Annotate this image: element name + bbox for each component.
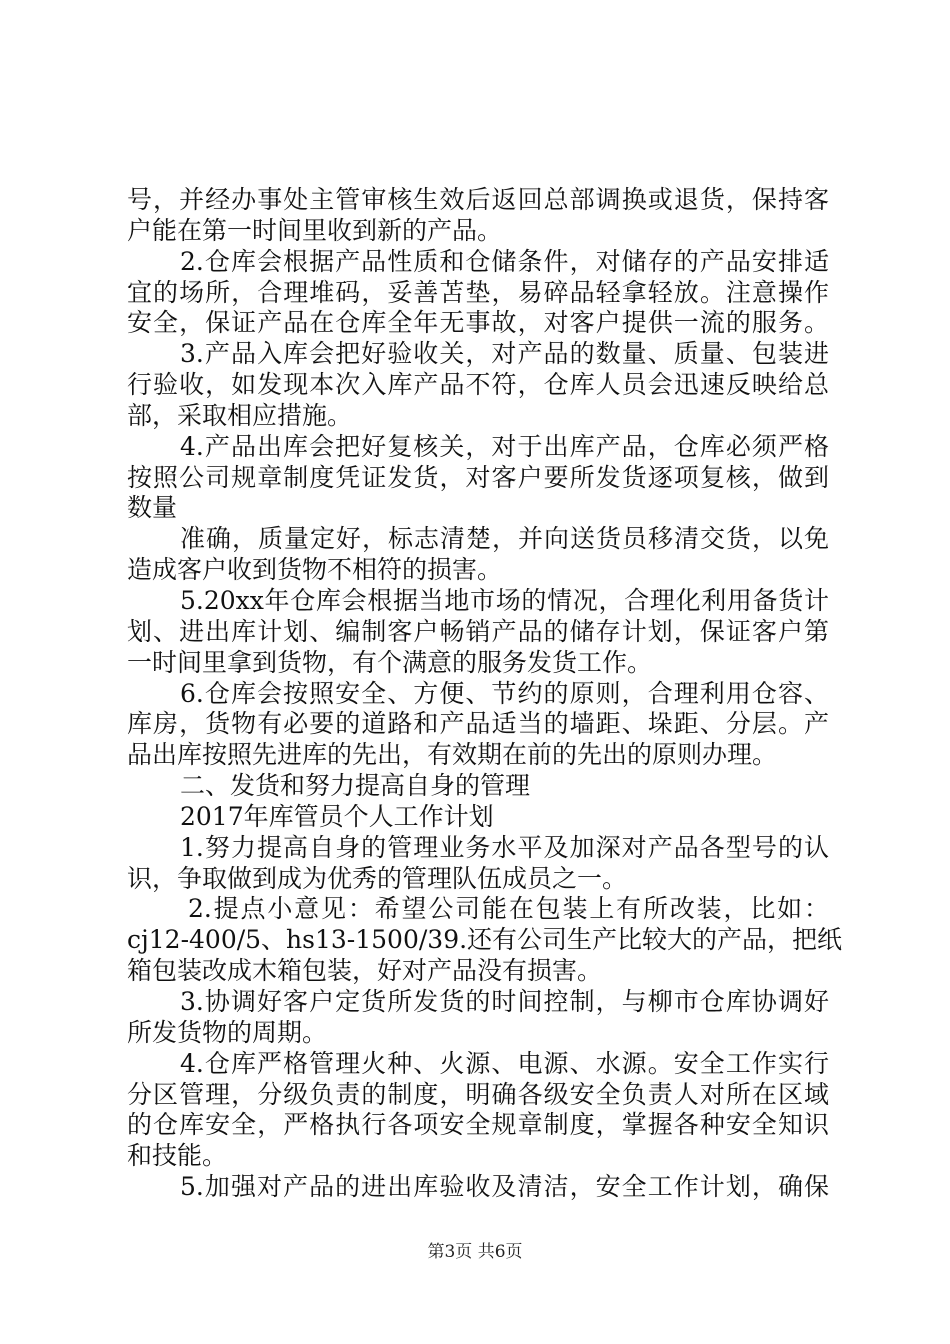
- section-heading: 二、发货和努力提高自身的管理: [180, 771, 531, 800]
- text-line: 6.仓库会按照安全、方便、节约的原则，合理利用仓容、: [180, 678, 829, 708]
- text-line: 部，采取相应措施。: [127, 400, 353, 430]
- text-line: 数量: [127, 493, 178, 523]
- text-line: 3.协调好客户定货所发货的时间控制，与柳市仓库协调好: [180, 986, 829, 1016]
- text-line: 5.加强对产品的进出库验收及清洁，安全工作计划，确保: [180, 1172, 829, 1201]
- text-line: 划、进出库计划、编制客户畅销产品的储存计划，保证客户第: [127, 616, 829, 646]
- text-line: 行验收，如发现本次入库产品不符，仓库人员会迅速反映给总: [127, 370, 829, 400]
- text-line: 造成客户收到货物不相符的损害。: [127, 555, 503, 585]
- text-line: 的仓库安全，严格执行各项安全规章制度，掌握各种安全知识: [127, 1110, 829, 1140]
- text-line: cj12-400/5、hs13-1500/39.还有公司生产比较大的产品，把纸: [127, 925, 843, 955]
- text-line: 准确，质量定好，标志清楚，并向送货员移清交货，以免: [180, 524, 829, 554]
- text-line: 按照公司规章制度凭证发货，对客户要所发货逐项复核，做到: [127, 462, 829, 492]
- text-line: 安全，保证产品在仓库全年无事故，对客户提供一流的服务。: [127, 308, 829, 338]
- text-line: 4.产品出库会把好复核关，对于出库产品，仓库必须严格: [180, 431, 829, 461]
- text-line: 宜的场所，合理堆码，妥善苫垫，易碎品轻拿轻放。注意操作: [127, 277, 829, 307]
- text-line: 2.提点小意见：希望公司能在包装上有所改装，比如：: [188, 894, 829, 924]
- text-line: 品出库按照先进库的先出，有效期在前的先出的原则办理。: [127, 740, 778, 770]
- text-line: 1.努力提高自身的管理业务水平及加深对产品各型号的认: [180, 832, 829, 862]
- text-line: 4.仓库严格管理火种、火源、电源、水源。安全工作实行: [180, 1048, 829, 1078]
- section-title: 2017年库管员个人工作计划: [180, 801, 494, 831]
- text-line: 3.产品入库会把好验收关，对产品的数量、质量、包装进: [180, 339, 829, 369]
- text-line: 所发货物的周期。: [127, 1017, 328, 1047]
- text-line: 号，并经办事处主管审核生效后返回总部调换或退货，保持客: [127, 185, 829, 214]
- text-line: 一时间里拿到货物，有个满意的服务发货工作。: [127, 647, 653, 677]
- text-line: 分区管理，分级负责的制度，明确各级安全负责人对所在区域: [127, 1079, 829, 1109]
- text-line: 箱包装改成木箱包装，好对产品没有损害。: [127, 956, 603, 986]
- text-line: 5.20xx年仓库会根据当地市场的情况，合理化利用备货计: [180, 586, 829, 615]
- page-number-footer: 第3页 共6页: [427, 1242, 523, 1262]
- text-line: 和技能。: [127, 1141, 228, 1171]
- text-line: 识，争取做到成为优秀的管理队伍成员之一。: [127, 863, 628, 893]
- text-line: 户能在第一时间里收到新的产品。: [127, 215, 503, 245]
- text-line: 库房，货物有必要的道路和产品适当的墙距、垛距、分层。产: [127, 709, 829, 739]
- text-line: 2.仓库会根据产品性质和仓储条件，对储存的产品安排适: [180, 246, 829, 276]
